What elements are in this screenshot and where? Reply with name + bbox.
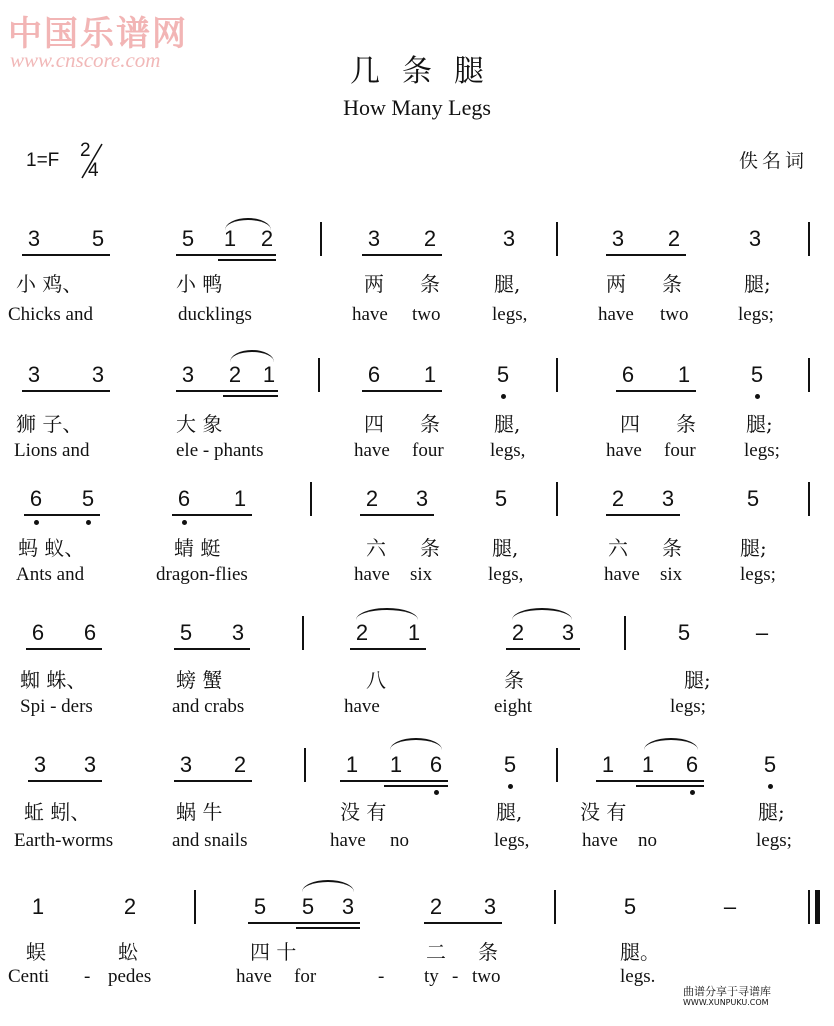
lyric-cn: 蚂 蚁、 xyxy=(18,536,85,560)
low-octave-dot xyxy=(690,790,695,795)
lyric-cn: 腿; xyxy=(758,800,785,824)
note: 2 xyxy=(667,226,681,251)
lyric-en: Centi xyxy=(8,966,50,987)
low-octave-dot xyxy=(434,790,439,795)
lyric-cn: 蜻 蜓 xyxy=(174,536,221,560)
lyric-en: have xyxy=(344,696,380,717)
note: 3 xyxy=(611,226,625,251)
lyric-cn: 狮 子、 xyxy=(16,412,83,436)
lyric-en: no xyxy=(390,830,409,851)
lyric-en: have xyxy=(582,830,618,851)
beam xyxy=(176,254,276,256)
lyric-cn: 二 xyxy=(426,940,446,964)
lyric-cn: 腿; xyxy=(684,668,711,692)
note: 3 xyxy=(661,486,675,511)
barline xyxy=(624,616,626,650)
barline xyxy=(556,358,558,392)
lyric-en: ele - phants xyxy=(176,440,264,461)
note: 5 xyxy=(750,362,764,387)
note: 6 xyxy=(367,362,381,387)
beam xyxy=(506,648,580,650)
lyric-cn: 小 鸡、 xyxy=(16,272,83,296)
note: 6 xyxy=(429,752,443,777)
beam xyxy=(176,390,278,392)
low-octave-dot xyxy=(768,784,773,789)
beam xyxy=(22,254,110,256)
note: 5 xyxy=(763,752,777,777)
beam xyxy=(223,395,278,397)
lyric-en: legs, xyxy=(488,564,524,585)
note: 5 xyxy=(253,894,267,919)
beam xyxy=(362,254,442,256)
note: 2 xyxy=(365,486,379,511)
barline xyxy=(554,890,556,924)
note: 1 xyxy=(423,362,437,387)
watermark-url: www.cnscore.com xyxy=(10,48,161,72)
lyric-en: Earth-worms xyxy=(14,830,114,851)
key-signature: 1=F xyxy=(26,150,60,171)
note: 5 xyxy=(503,752,517,777)
note: 1 xyxy=(407,620,421,645)
slur xyxy=(225,218,271,230)
score-row-4 xyxy=(0,612,834,752)
beam xyxy=(616,390,696,392)
note: 5 xyxy=(496,362,510,387)
note: 2 xyxy=(355,620,369,645)
lyric-en: four xyxy=(412,440,444,461)
lyric-cn: 蚯 蚓、 xyxy=(24,800,91,824)
score-row-1 xyxy=(0,218,834,358)
lyric-en: legs, xyxy=(490,440,526,461)
note: 3 xyxy=(415,486,429,511)
beam xyxy=(384,785,448,787)
lyric-en: two xyxy=(412,304,441,325)
lyric-cn: 螃 蟹 xyxy=(176,668,223,692)
time-signature-top: 2 xyxy=(80,140,91,161)
note: 1 xyxy=(262,362,276,387)
score-row-5 xyxy=(0,744,834,884)
lyric-en: pedes xyxy=(108,966,152,987)
note: 1 xyxy=(389,752,403,777)
note: 1 xyxy=(223,226,237,251)
lyric-cn: 小 鸭 xyxy=(176,272,223,296)
lyric-en: dragon-flies xyxy=(156,564,248,585)
note: 3 xyxy=(83,752,97,777)
note: 6 xyxy=(83,620,97,645)
lyric-cn: 条 xyxy=(420,272,440,296)
note: 3 xyxy=(561,620,575,645)
lyric-cn: 条 xyxy=(676,412,696,436)
lyric-en: legs; xyxy=(740,564,776,585)
note: 3 xyxy=(748,226,762,251)
note: 5 xyxy=(494,486,508,511)
barline xyxy=(318,358,320,392)
beam xyxy=(218,259,276,261)
credit-url: WWW.XUNPUKU.COM xyxy=(683,998,769,1007)
page-title: 几条腿 xyxy=(350,54,506,89)
lyric-en: - xyxy=(378,966,385,987)
lyric-en: six xyxy=(410,564,433,585)
lyric-en: have xyxy=(606,440,642,461)
barline xyxy=(194,890,196,924)
lyric-cn: 两 xyxy=(364,272,384,296)
note: 3 xyxy=(33,752,47,777)
score-row-3 xyxy=(0,478,834,618)
note: 6 xyxy=(685,752,699,777)
lyric-cn: 腿; xyxy=(740,536,767,560)
beam xyxy=(636,785,704,787)
lyric-cn: 四 xyxy=(620,412,640,436)
barline xyxy=(808,222,810,256)
barline xyxy=(310,482,312,516)
low-octave-dot xyxy=(501,394,506,399)
barline xyxy=(556,482,558,516)
beam xyxy=(350,648,426,650)
lyric-en: Spi - ders xyxy=(20,696,93,717)
note: 6 xyxy=(31,620,45,645)
lyric-cn: 腿, xyxy=(492,536,519,560)
lyric-cn: 条 xyxy=(662,536,682,560)
beam xyxy=(26,648,102,650)
lyric-en: Ants and xyxy=(16,564,85,585)
lyric-en: six xyxy=(660,564,683,585)
note: – xyxy=(723,894,737,919)
note: 5 xyxy=(81,486,95,511)
low-octave-dot xyxy=(86,520,91,525)
lyric-en: for xyxy=(294,966,317,987)
note: 5 xyxy=(746,486,760,511)
lyric-cn: 条 xyxy=(478,940,498,964)
note: 5 xyxy=(623,894,637,919)
beam xyxy=(606,514,680,516)
lyric-en: legs; xyxy=(756,830,792,851)
lyric-en: two xyxy=(472,966,501,987)
note: 3 xyxy=(181,362,195,387)
lyric-cn: 腿; xyxy=(746,412,773,436)
watermark-site-name: 中国乐谱网 xyxy=(8,14,188,54)
lyric-en: legs, xyxy=(492,304,528,325)
beam xyxy=(362,390,442,392)
lyric-en: ty xyxy=(424,966,439,987)
barline xyxy=(556,222,558,256)
lyric-en: Lions and xyxy=(14,440,90,461)
note: 5 xyxy=(179,620,193,645)
beam xyxy=(28,780,102,782)
lyric-cn: 八 xyxy=(366,668,386,692)
lyric-en: and crabs xyxy=(172,696,245,717)
low-octave-dot xyxy=(34,520,39,525)
note: 3 xyxy=(483,894,497,919)
lyric-cn: 蜈 xyxy=(26,940,46,964)
note: 1 xyxy=(677,362,691,387)
lyric-en: have xyxy=(330,830,366,851)
lyricist-credit: 佚名词 xyxy=(738,150,808,172)
lyric-en: legs; xyxy=(744,440,780,461)
note: 2 xyxy=(123,894,137,919)
lyric-cn: 四 十 xyxy=(250,940,297,964)
lyric-en: have xyxy=(236,966,272,987)
lyric-en: four xyxy=(664,440,696,461)
lyric-cn: 腿, xyxy=(494,412,521,436)
lyric-cn: 条 xyxy=(662,272,682,296)
lyric-cn: 四 xyxy=(364,412,384,436)
lyric-en: ducklings xyxy=(178,304,252,325)
low-octave-dot xyxy=(182,520,187,525)
note: 3 xyxy=(179,752,193,777)
note: 3 xyxy=(502,226,516,251)
lyric-cn: 腿, xyxy=(494,272,521,296)
note: 5 xyxy=(301,894,315,919)
barline xyxy=(320,222,322,256)
beam xyxy=(596,780,704,782)
time-signature-bottom: 4 xyxy=(88,160,99,181)
beam xyxy=(296,927,360,929)
final-barline-thick xyxy=(815,890,820,924)
note: 6 xyxy=(29,486,43,511)
lyric-en: no xyxy=(638,830,657,851)
score-row-2 xyxy=(0,354,834,494)
lyric-en: two xyxy=(660,304,689,325)
barline xyxy=(304,748,306,782)
lyric-en: - xyxy=(84,966,91,987)
beam xyxy=(24,514,100,516)
note: – xyxy=(755,620,769,645)
credit-share-text: 曲谱分享于寻谱库 xyxy=(683,985,771,998)
note: 2 xyxy=(611,486,625,511)
note: 2 xyxy=(423,226,437,251)
note: 2 xyxy=(228,362,242,387)
lyric-cn: 大 象 xyxy=(176,412,223,436)
lyric-en: have xyxy=(352,304,388,325)
barline xyxy=(808,482,810,516)
lyric-cn: 蜘 蛛、 xyxy=(20,668,87,692)
barline xyxy=(556,748,558,782)
note: 3 xyxy=(27,226,41,251)
barline xyxy=(302,616,304,650)
note: 1 xyxy=(233,486,247,511)
note: 2 xyxy=(511,620,525,645)
lyric-cn: 六 xyxy=(608,536,628,560)
lyric-en: have xyxy=(354,564,390,585)
beam xyxy=(172,514,252,516)
lyric-en: eight xyxy=(494,696,532,717)
note: 1 xyxy=(345,752,359,777)
beam xyxy=(248,922,360,924)
time-signature-slash xyxy=(78,140,108,182)
note: 3 xyxy=(27,362,41,387)
lyric-en: legs; xyxy=(738,304,774,325)
final-barline-thin xyxy=(808,890,810,924)
barline xyxy=(808,358,810,392)
lyric-en: and snails xyxy=(172,830,248,851)
low-octave-dot xyxy=(508,784,513,789)
note: 6 xyxy=(621,362,635,387)
lyric-cn: 条 xyxy=(504,668,524,692)
note: 3 xyxy=(231,620,245,645)
note: 3 xyxy=(341,894,355,919)
beam xyxy=(360,514,434,516)
note: 5 xyxy=(181,226,195,251)
beam xyxy=(424,922,502,924)
lyric-en: - xyxy=(452,966,459,987)
note: 6 xyxy=(177,486,191,511)
low-octave-dot xyxy=(755,394,760,399)
lyric-en: legs. xyxy=(620,966,656,987)
note: 1 xyxy=(601,752,615,777)
note: 1 xyxy=(641,752,655,777)
lyric-cn: 蜗 牛 xyxy=(176,800,223,824)
beam xyxy=(174,780,252,782)
lyric-en: have xyxy=(598,304,634,325)
lyric-cn: 两 xyxy=(606,272,626,296)
lyric-cn: 六 xyxy=(366,536,386,560)
note: 5 xyxy=(677,620,691,645)
note: 3 xyxy=(91,362,105,387)
note: 5 xyxy=(91,226,105,251)
page-subtitle: How Many Legs xyxy=(343,95,491,120)
lyric-en: Chicks and xyxy=(8,304,93,325)
lyric-en: legs; xyxy=(670,696,706,717)
lyric-en: have xyxy=(604,564,640,585)
note: 2 xyxy=(429,894,443,919)
note: 1 xyxy=(31,894,45,919)
lyric-cn: 腿; xyxy=(744,272,771,296)
lyric-en: have xyxy=(354,440,390,461)
lyric-cn: 条 xyxy=(420,536,440,560)
beam xyxy=(340,780,448,782)
note: 2 xyxy=(233,752,247,777)
beam xyxy=(174,648,250,650)
lyric-cn: 蚣 xyxy=(118,940,138,964)
beam xyxy=(22,390,110,392)
lyric-cn: 腿, xyxy=(496,800,523,824)
lyric-cn: 条 xyxy=(420,412,440,436)
note: 2 xyxy=(260,226,274,251)
lyric-cn: 没 有 xyxy=(340,800,387,824)
lyric-cn: 没 有 xyxy=(580,800,627,824)
lyric-en: legs, xyxy=(494,830,530,851)
beam xyxy=(606,254,686,256)
note: 3 xyxy=(367,226,381,251)
lyric-cn: 腿。 xyxy=(620,940,660,964)
